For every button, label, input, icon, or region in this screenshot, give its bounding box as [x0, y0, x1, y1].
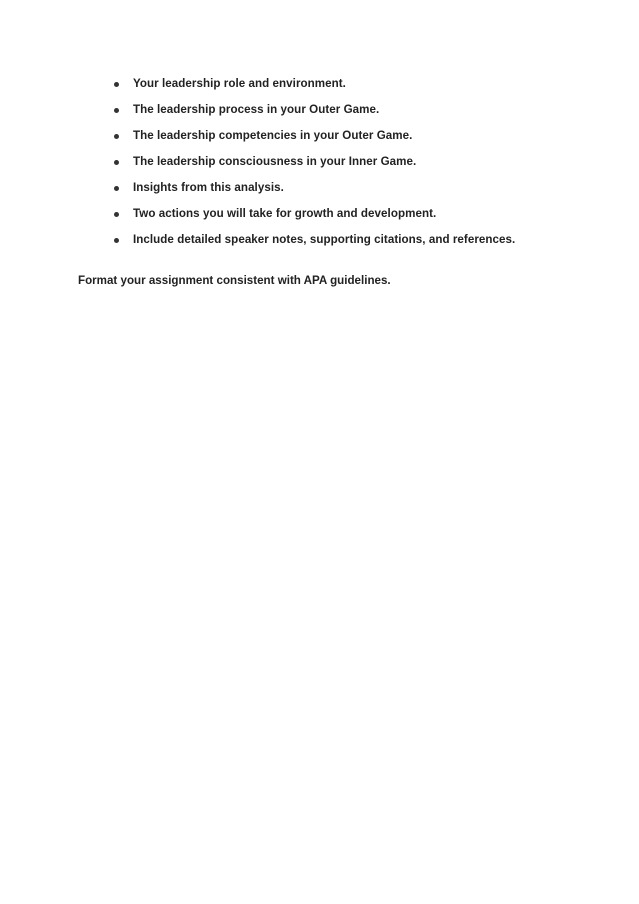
list-item — [0, 204, 639, 230]
list-item-text: The leadership process in your Outer Game. — [133, 103, 380, 116]
list-item-text: Include detailed speaker notes, supporting citations, and references. — [133, 233, 516, 246]
list-item-text: Your leadership role and environment. — [133, 77, 346, 90]
list-item — [0, 74, 639, 100]
list-item-text: Two actions you will take for growth and development. — [133, 207, 437, 220]
list-item-text: The leadership competencies in your Outer Game. — [133, 129, 413, 142]
list-item-text: The leadership consciousness in your Inner Game. — [133, 155, 417, 168]
bullet-icon — [114, 108, 119, 113]
bullet-icon — [114, 82, 119, 87]
requirements-list — [0, 74, 639, 256]
bullet-icon — [114, 134, 119, 139]
list-item — [0, 178, 639, 204]
list-item — [0, 100, 639, 126]
bullet-icon — [114, 160, 119, 165]
list-item-text: Insights from this analysis. — [133, 181, 284, 194]
list-item — [0, 152, 639, 178]
format-instruction: Format your assignment consistent with APA guidelines. — [78, 274, 391, 287]
bullet-icon — [114, 186, 119, 191]
bullet-icon — [114, 238, 119, 243]
list-item — [0, 230, 639, 256]
bullet-icon — [114, 212, 119, 217]
list-item — [0, 126, 639, 152]
